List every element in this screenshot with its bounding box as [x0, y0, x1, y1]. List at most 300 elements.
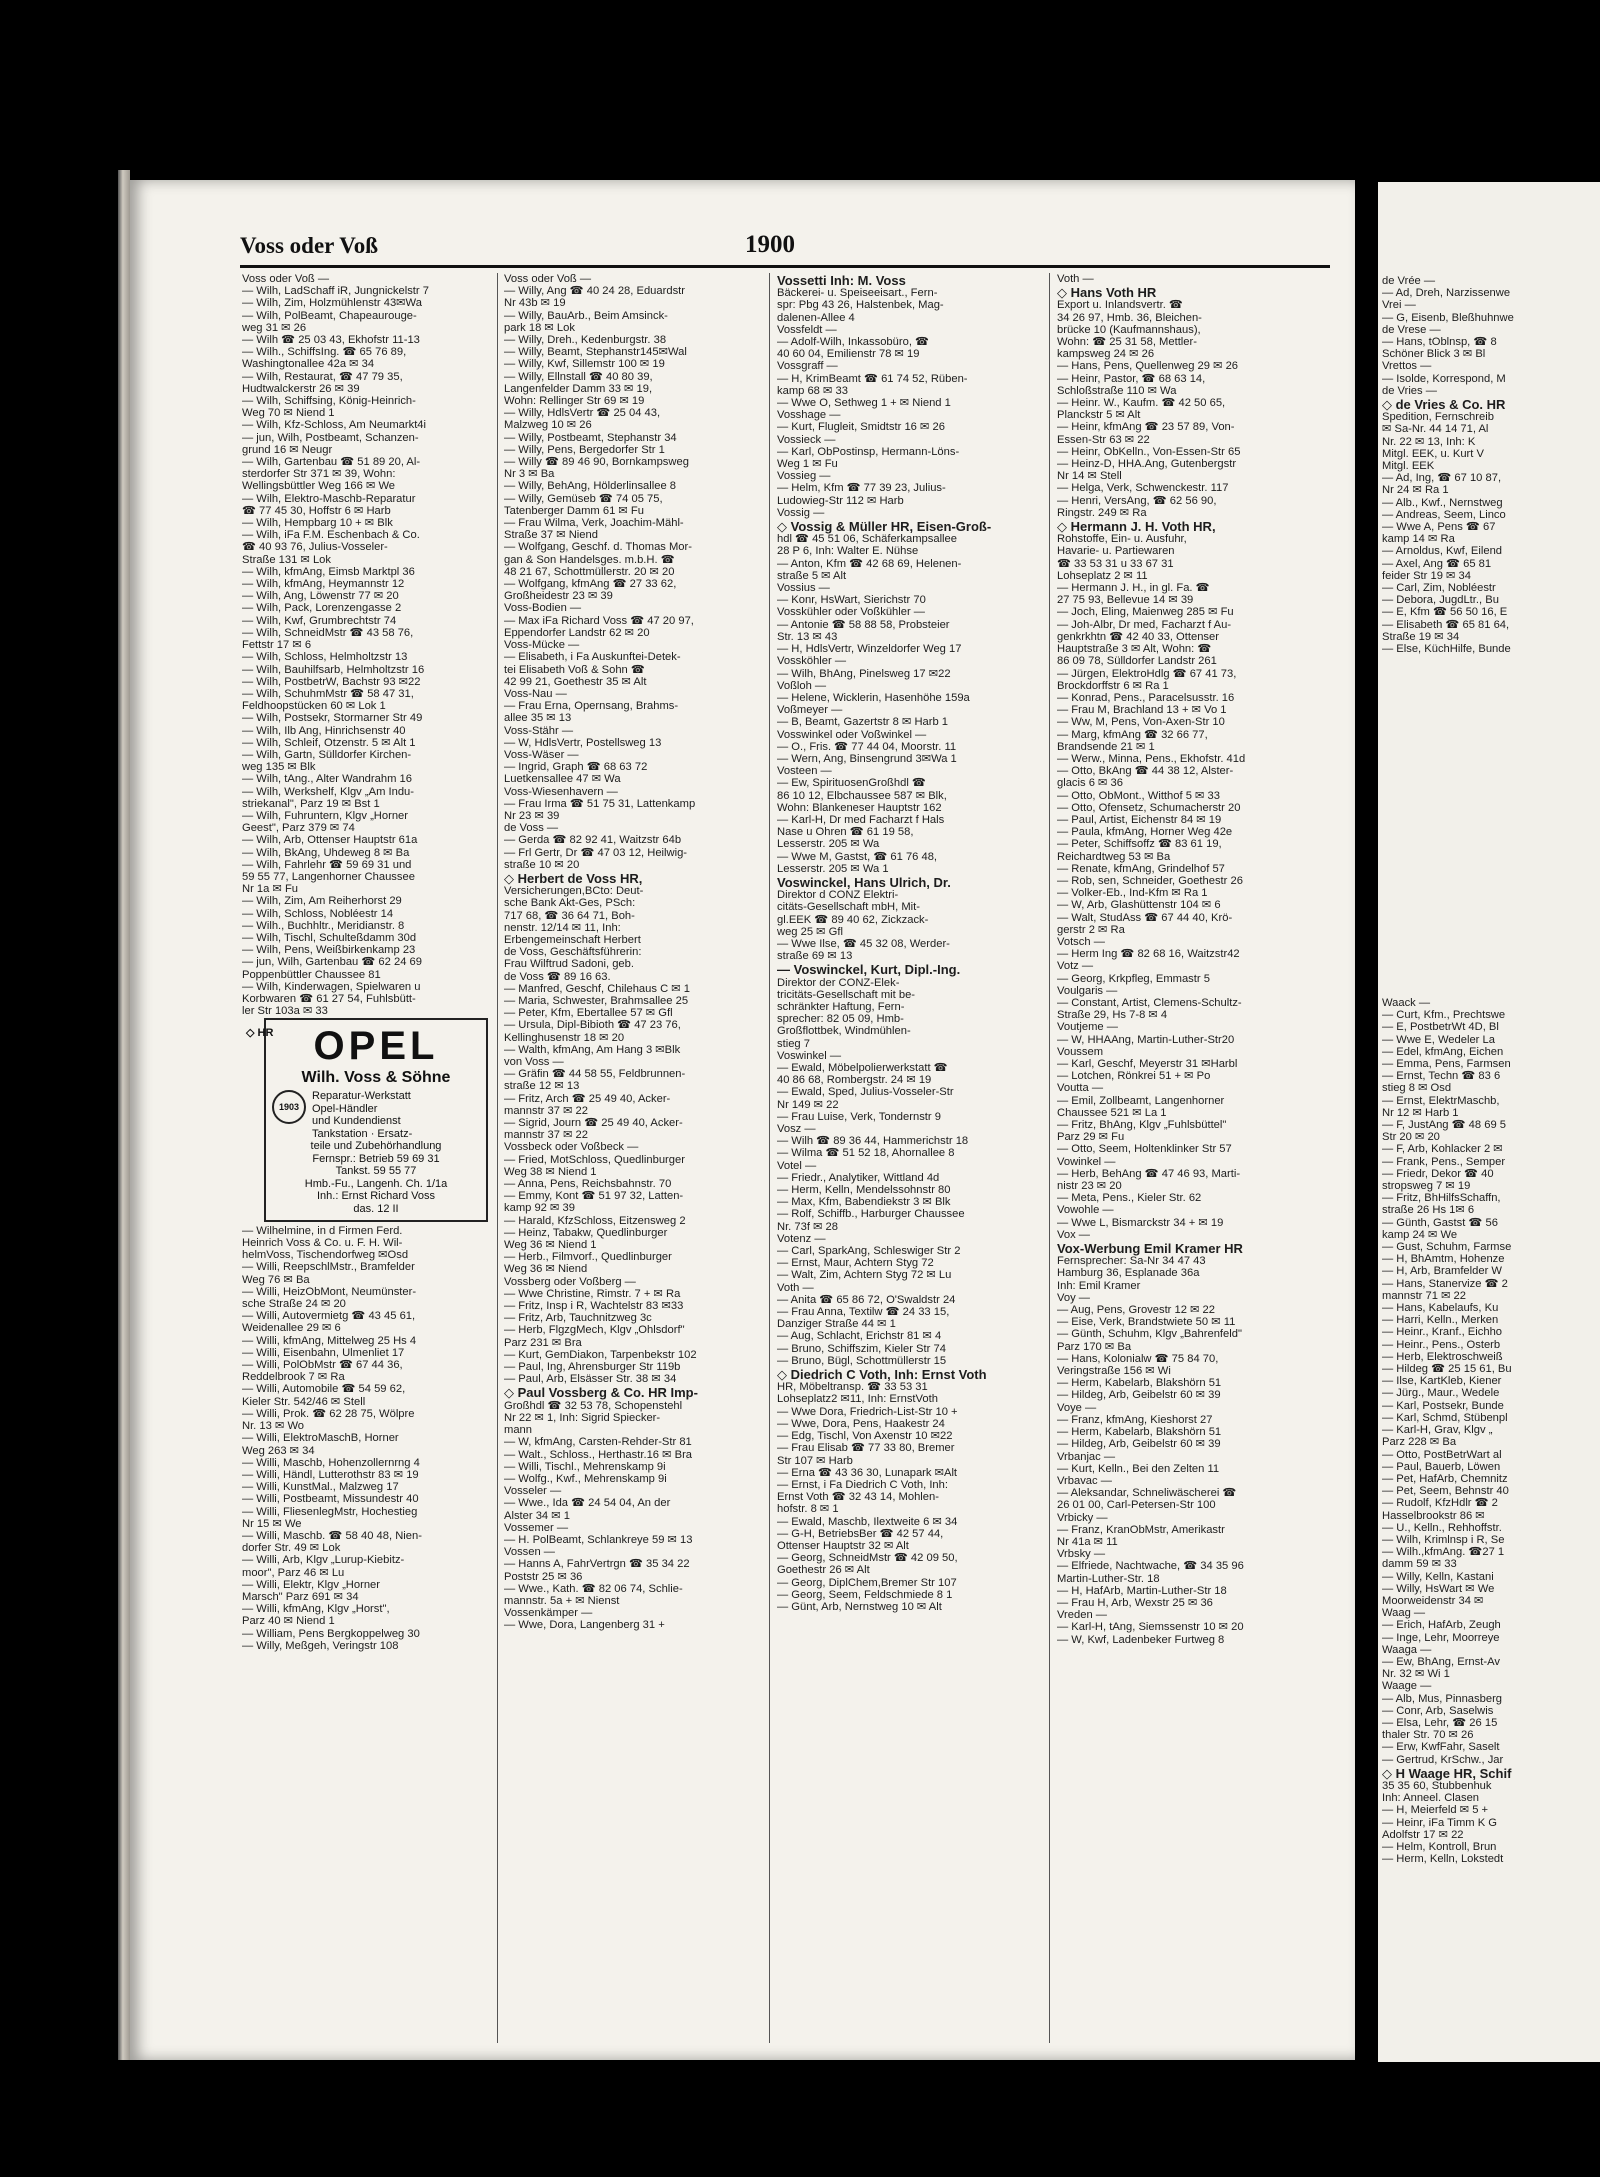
directory-entry: — Willi, PolObMstr ☎ 67 44 36,	[242, 1359, 403, 1372]
directory-entry: thaler Str. 70 ✉ 26	[1382, 1729, 1474, 1742]
directory-entry: tei Elisabeth Voß & Sohn ☎	[504, 663, 645, 676]
directory-entry: — Willy, Ang ☎ 40 24 28, Eduardstr	[504, 285, 685, 298]
directory-entry: Vosseler —	[504, 1485, 562, 1498]
directory-entry: — Andreas, Seem, Linco	[1382, 508, 1506, 521]
directory-entry: — Wilh, Gartenbau ☎ 51 89 20, Al-	[242, 456, 421, 469]
directory-entry: — Carl, Zim, Nobléestr	[1382, 582, 1496, 595]
directory-entry: Havarie- u. Partiewaren	[1057, 545, 1175, 558]
column-divider	[769, 273, 770, 2043]
directory-entry: Nr 22 ✉ 1, Inh: Sigrid Spiecker-	[504, 1411, 661, 1424]
directory-entry: — Wilh, Ilb Ang, Hinrichsenstr 40	[242, 724, 406, 737]
directory-entry: Vrei —	[1382, 299, 1416, 312]
directory-entry: — Herm, Kabelarb, Blakshörn 51	[1057, 1377, 1222, 1390]
directory-entry: — Ad, Ing, ☎ 67 10 87,	[1382, 472, 1502, 485]
directory-entry: — Hildeg, Arb, Geibelstr 60 ✉ 39	[1057, 1389, 1221, 1402]
directory-entry: Voswinckel, Hans Ulrich, Dr.	[777, 874, 951, 890]
directory-entry	[1382, 814, 1600, 826]
directory-entry: Vossieg —	[777, 470, 831, 483]
directory-entry: Ludowieg-Str 112 ✉ Harb	[777, 494, 904, 507]
directory-entry: — Erich, HafArb, Zeugh	[1382, 1619, 1501, 1632]
directory-entry: Vox-Werbung Emil Kramer HR	[1057, 1241, 1243, 1257]
directory-entry: — H, KrimBeamt ☎ 61 74 52, Rüben-	[777, 372, 968, 385]
directory-entry: Vrbsky —	[1057, 1548, 1106, 1561]
directory-entry: — Karl, Postsekr, Bunde	[1382, 1399, 1504, 1412]
directory-entry: Vrbavac —	[1057, 1474, 1112, 1487]
directory-entry: — E, Kfm ☎ 56 50 16, E	[1382, 606, 1508, 619]
directory-entry: helmVoss, Tischendorfweg ✉Osd	[242, 1249, 409, 1262]
column-2	[504, 273, 754, 2043]
directory-entry: — Wilh, LadSchaff iR, Jungnickelstr 7	[242, 285, 429, 298]
directory-entry: — Otto, Seem, Holtenklinker Str 57	[1057, 1143, 1232, 1156]
directory-entry: — Axel, Ang ☎ 65 81	[1382, 557, 1492, 570]
opel-line: das. 12 II	[353, 1202, 399, 1215]
directory-entry: — Fritz, BhAng, Klgv „Fuhlsbüttel"	[1057, 1119, 1227, 1132]
directory-entry: — Inge, Lehr, Moorreye	[1382, 1631, 1500, 1644]
directory-entry: — Bruno, Bügl, Schottmüllerstr 15	[777, 1354, 947, 1367]
directory-entry: Voth —	[1057, 273, 1094, 285]
directory-entry: — Otto, Ofensetz, Schumacherstr 20	[1057, 801, 1241, 814]
directory-entry: — Franz, kfmAng, Kieshorst 27	[1057, 1413, 1213, 1426]
directory-entry: 26 01 00, Carl-Petersen-Str 100	[1057, 1499, 1216, 1512]
directory-entry: — Wilh, Schleif, Otzenstr. 5 ✉ Alt 1	[242, 736, 416, 749]
directory-entry: — Wolfg., Kwf., Mehrenskamp 9i	[504, 1472, 667, 1485]
column-4	[1057, 273, 1327, 2043]
directory-entry: — Hans, Stanervize ☎ 2	[1382, 1277, 1508, 1290]
directory-entry: Adolfstr 17 ✉ 22	[1382, 1828, 1464, 1841]
directory-entry: Nr. 22 ✉ 13, Inh: K	[1382, 435, 1476, 448]
directory-entry: weg 25 ✉ Gfl	[777, 925, 843, 938]
directory-entry: stropsweg 7 ✉ 19	[1382, 1180, 1471, 1193]
directory-entry: Waaga —	[1382, 1643, 1432, 1656]
directory-entry: — Fritz, Insp i R, Wachtelstr 83 ✉33	[504, 1300, 684, 1313]
directory-entry: — Aleksandar, Schneliwäscherei ☎	[1057, 1487, 1237, 1500]
directory-entry: — Jürg., Maur., Wedele	[1382, 1387, 1500, 1400]
directory-entry	[1382, 875, 1600, 887]
directory-entry: Danziger Straße 44 ✉ 1	[777, 1318, 896, 1331]
directory-entry: — Karl-H, tAng, Siemssenstr 10 ✉ 20	[1057, 1621, 1244, 1634]
directory-page-left	[130, 180, 1355, 2060]
directory-entry: Vossfeldt —	[777, 323, 837, 336]
directory-entry: — Fried, MotSchloss, Quedlinburger	[504, 1153, 685, 1166]
directory-entry: — Ewald, Möbelpolierwerkstatt ☎	[777, 1062, 948, 1074]
directory-entry: — Willy ☎ 89 46 90, Bornkampsweg	[504, 456, 689, 469]
directory-entry: Vossbeck oder Voßbeck —	[504, 1141, 639, 1154]
directory-entry: Reichardtweg 53 ✉ Ba	[1057, 850, 1171, 863]
directory-entry: — Wwe Christine, Rimstr. 7 + ✉ Ra	[504, 1287, 681, 1300]
directory-entry: Nr 43b ✉ 19	[504, 297, 566, 310]
directory-entry: — F, Arb, Kohlacker 2 ✉	[1382, 1143, 1503, 1156]
directory-entry	[1382, 838, 1600, 850]
directory-entry: — Wwe A, Pens ☎ 67	[1382, 521, 1496, 534]
directory-entry: Kieler Str. 542/46 ✉ Stell	[242, 1395, 366, 1408]
directory-entry: Weg 36 ✉ Niend 1	[504, 1239, 597, 1252]
directory-entry: — Wwe L, Bismarckstr 34 + ✉ 19	[1057, 1216, 1224, 1229]
directory-entry: — Paul, Arb, Elsässer Str. 38 ✉ 34	[504, 1373, 677, 1386]
directory-entry: Vossetti Inh: M. Voss	[777, 273, 906, 288]
directory-entry: ◇ Hermann J. H. Voth HR,	[1057, 519, 1216, 535]
directory-entry: gl.EEK ☎ 89 40 62, Zickzack-	[777, 913, 929, 926]
directory-entry: Ernst Voth ☎ 32 43 14, Mohlen-	[777, 1491, 939, 1504]
directory-entry: mannstr 71 ✉ 22	[1382, 1289, 1466, 1302]
directory-entry: 40 60 04, Emilienstr 78 ✉ 19	[777, 348, 920, 361]
opel-line: Hmb.-Fu., Langenh. Ch. 1/1a	[304, 1177, 448, 1190]
directory-entry: Nr 149 ✉ 22	[777, 1098, 839, 1111]
directory-entry: — Herb, Elektroschweiß	[1382, 1350, 1503, 1363]
directory-entry: — Heinz, Tabakw, Quedlinburger	[504, 1226, 668, 1239]
directory-entry: Str. 13 ✉ 43	[777, 630, 838, 643]
directory-entry: Tatenberger Damm 61 ✉ Fu	[504, 504, 644, 517]
directory-entry: — Heinr., Kranf., Eichho	[1382, 1326, 1503, 1339]
directory-entry: — Bruno, Schiffszim, Kieler Str 74	[777, 1342, 946, 1355]
opel-desc-line: und Kundendienst	[312, 1115, 401, 1127]
directory-entry: Vowinkel —	[1057, 1155, 1116, 1168]
directory-entry: — Fritz, Arch ☎ 25 49 40, Acker-	[504, 1092, 671, 1105]
directory-entry: — Willi, Eisenbahn, Ulmenliet 17	[242, 1346, 405, 1359]
directory-entry: — Marg, kfmAng ☎ 32 66 77,	[1057, 728, 1208, 741]
directory-entry	[1382, 765, 1600, 777]
directory-entry: Hauptstraße 3 ✉ Alt, Wohn: ☎	[1057, 643, 1212, 656]
directory-entry: — Karl, Schmd, Stübenpl	[1382, 1411, 1508, 1424]
directory-entry: spr: Pbg 43 26, Halstenbek, Mag-	[777, 299, 944, 312]
directory-entry: — Willy, Pens, Bergedorfer Str 1	[504, 443, 665, 456]
directory-entry: — Ilse, KartKleb, Kiener	[1382, 1375, 1502, 1388]
directory-entry: — Elsa, Lehr, ☎ 26 15	[1382, 1716, 1498, 1729]
opel-seal-row	[266, 1087, 486, 1140]
directory-entry: — Willi, FliesenlegMstr, Hochestieg	[242, 1505, 418, 1518]
directory-entry: 42 99 21, Goethestr 35 ✉ Alt	[504, 675, 647, 688]
directory-entry: sche Straße 24 ✉ 20	[242, 1298, 346, 1311]
directory-entry: Vossius —	[777, 582, 830, 595]
directory-entry: von Voss —	[504, 1056, 564, 1068]
column-divider	[497, 273, 498, 2043]
directory-entry: — E, PostbetrWt 4D, Bl	[1382, 1021, 1499, 1034]
directory-entry: kamp 24 ✉ We	[1382, 1228, 1458, 1241]
directory-entry: — Aug, Pens, Grovestr 12 ✉ 22	[1057, 1304, 1215, 1317]
directory-entry: — Frau Erna, Opernsang, Brahms-	[504, 700, 679, 713]
directory-entry: Mitgl. EEK	[1382, 460, 1435, 473]
directory-entry: — Erna ☎ 43 36 30, Lunapark ✉Alt	[777, 1466, 958, 1479]
directory-entry: Kellinghusenstr 18 ✉ 20	[504, 1031, 625, 1044]
directory-entry: Wellingsbüttler Weg 166 ✉ We	[242, 480, 396, 493]
directory-entry: — Wilh., SchiffsIng. ☎ 65 76 89,	[242, 346, 407, 359]
directory-entry: — Helm, Kontroll, Brun	[1382, 1841, 1497, 1853]
directory-entry: — Wilh ☎ 89 36 44, Hammerichstr 18	[777, 1135, 969, 1148]
directory-entry: — Wwe Ilse, ☎ 45 32 08, Werder-	[777, 937, 950, 950]
directory-entry: — Wilh., Buchhltr., Meridianstr. 8	[242, 919, 405, 932]
directory-entry: — Frau Luise, Verk, Tondernstr 9	[777, 1110, 941, 1123]
directory-entry: — Else, KüchHilfe, Bunde	[1382, 643, 1511, 656]
directory-entry: — Meta, Pens., Kieler Str. 62	[1057, 1192, 1202, 1205]
directory-entry: — Wilh, Pack, Lorenzengasse 2	[242, 602, 402, 615]
page-number: 1900	[745, 231, 795, 258]
directory-entry: Straße 19 ✉ 34	[1382, 630, 1460, 643]
directory-entry: — Gust, Schuhm, Farmse	[1382, 1241, 1512, 1254]
directory-entry: — Wilh, PostbetrW, Bachstr 93 ✉22	[242, 675, 421, 688]
directory-entry: Vosshage —	[777, 409, 841, 422]
directory-entry: — Ewald, Sped, Julius-Vosseler-Str	[777, 1086, 954, 1099]
directory-entry: Nase u Ohren ☎ 61 19 58,	[777, 826, 914, 839]
book-spine-edge	[118, 170, 130, 2060]
directory-entry: Vosskühler oder Voßkühler —	[777, 606, 925, 619]
directory-entry: park 18 ✉ Lok	[504, 321, 575, 334]
opel-brand: OPEL	[313, 1024, 439, 1068]
directory-entry: Malzweg 10 ✉ 26	[504, 419, 592, 432]
directory-entry: ☎ 40 93 76, Julius-Vosseler-	[242, 541, 388, 554]
directory-entry: nenstr. 12/14 ✉ 11, Inh:	[504, 921, 621, 934]
directory-entry: — Willy, Dreh., Kedenburgstr. 38	[504, 334, 667, 347]
directory-entry	[1382, 790, 1600, 802]
directory-entry: Erbengemeinschaft Herbert	[504, 933, 641, 946]
directory-entry: — Willi, KunstMal., Malzweg 17	[242, 1481, 399, 1494]
directory-entry: — Günth, Schuhm, Klgv „Bahrenfeld"	[1057, 1328, 1242, 1341]
directory-entry: — Wilh, Postsekr, Stormarner Str 49	[242, 712, 423, 725]
opel-line: teile und Zubehörhandlung	[310, 1140, 442, 1152]
directory-entry: — Franz, KranObMstr, Amerikastr	[1057, 1523, 1225, 1536]
directory-entry: straße 26 Hs 1✉ 6	[1382, 1204, 1475, 1217]
directory-entry: — Heinr, ObKelln., Von-Essen-Str 65	[1057, 445, 1241, 458]
directory-entry: Export u. Inlandsvertr. ☎	[1057, 299, 1183, 312]
directory-entry: dorfer Str. 49 ✉ Lok	[242, 1542, 341, 1555]
directory-entry: Lohseplatz 2 ✉ 11	[1057, 569, 1148, 582]
directory-entry: — Friedr, Dekor ☎ 40	[1382, 1167, 1494, 1180]
directory-entry: — Joh-Albr, Dr med, Facharzt f Au-	[1057, 618, 1232, 631]
directory-entry: 48 21 67, Schottmüllerstr. 20 ✉ 20	[504, 565, 675, 578]
directory-entry: — Paul, Artist, Eichenstr 84 ✉ 19	[1057, 813, 1222, 826]
directory-entry: — Willy, HdlsVertr ☎ 25 04 43,	[504, 407, 661, 420]
column-3	[777, 273, 1027, 2043]
directory-entry: — Heinr, kfmAng ☎ 23 57 89, Von-	[1057, 421, 1235, 434]
directory-entry: sprecher: 82 05 09, Hmb-	[777, 1013, 904, 1026]
right-columns	[1382, 275, 1600, 2045]
directory-entry: Votenz —	[777, 1232, 826, 1245]
directory-entry: — W, Arb, Glashüttenstr 104 ✉ 6	[1057, 899, 1221, 912]
directory-entry: brücke 10 (Kaufmannshaus),	[1057, 323, 1201, 336]
directory-entry: — Emma, Pens, Farmsen	[1382, 1058, 1511, 1070]
directory-entry: — Wilh, Schloss, Helmholtzstr 13	[242, 651, 408, 664]
directory-entry: — Sigrid, Journ ☎ 25 49 40, Acker-	[504, 1117, 683, 1130]
directory-entry: — Wilh, Gartn, Sülldorfer Kirchen-	[242, 748, 412, 761]
directory-entry: — Max, Kfm, Babendiekstr 3 ✉ Blk	[777, 1196, 951, 1209]
right-column	[1382, 275, 1600, 2045]
directory-entry: 34 26 97, Hmb. 36, Bleichen-	[1057, 311, 1202, 324]
directory-entry: — H, BhAmtm, Hohenze	[1382, 1253, 1505, 1266]
directory-entry: Weg 1 ✉ Fu	[777, 458, 838, 471]
directory-entry: — Ernst, Techn ☎ 83 6	[1382, 1070, 1501, 1083]
directory-entry: dalenen-Allee 4	[777, 311, 855, 324]
directory-entry: — Herm, Kelln, Mendelssohnstr 80	[777, 1184, 951, 1197]
directory-entry: — H, HdlsVertr, Winzeldorfer Weg 17	[777, 643, 962, 656]
directory-entry: straße 69 ✉ 13	[777, 950, 853, 963]
directory-entry: — Ww, M, Pens, Von-Axen-Str 10	[1057, 716, 1225, 729]
directory-entry: de Vrée —	[1382, 275, 1436, 287]
directory-entry: Brandsende 21 ✉ 1	[1057, 740, 1155, 753]
directory-entry: ☎ 77 45 30, Hoffstr 6 ✉ Harb	[242, 504, 391, 517]
directory-entry: — Georg, Krkpfleg, Emmastr 5	[1057, 972, 1210, 985]
directory-entry: — Willi, Händl, Lutterothstr 83 ✉ 19	[242, 1468, 419, 1481]
directory-entry: 28 P 6, Inh: Walter E. Nühse	[777, 545, 919, 558]
directory-entry: — Isolde, Korrespond, M	[1382, 372, 1506, 385]
directory-entry: — Wolfgang, Geschf. d. Thomas Mor-	[504, 541, 692, 554]
directory-entry: — Conr, Arb, Saselwis	[1382, 1704, 1494, 1717]
directory-entry: — Curt, Kfm., Prechtswe	[1382, 1009, 1506, 1022]
directory-entry: Hudtwalckerstr 26 ✉ 39	[242, 382, 360, 395]
directory-entry: — Walt, Zim, Achtern Styg 72 ✉ Lu	[777, 1269, 952, 1282]
directory-entry: — Walt, StudAss ☎ 67 44 40, Krö-	[1057, 911, 1233, 924]
directory-entry: — Walth, kfmAng, Am Hang 3 ✉Blk	[504, 1043, 681, 1056]
directory-entry: Parz 29 ✉ Fu	[1057, 1131, 1125, 1144]
directory-entry: Vrbicky —	[1057, 1511, 1108, 1524]
directory-entry: — Eise, Verk, Brandstwiete 50 ✉ 11	[1057, 1316, 1236, 1329]
directory-entry: — Wilh, Bauhilfsarb, Helmholtzstr 16	[242, 663, 425, 676]
directory-entry: mannstr 37 ✉ 22	[504, 1129, 588, 1142]
directory-entry: — Wilh.,kfmAng. ☎27 1	[1382, 1546, 1505, 1559]
directory-entry: Vrbanjac —	[1057, 1450, 1116, 1463]
directory-entry: — Constant, Artist, Clemens-Schultz-	[1057, 996, 1242, 1009]
directory-entry: — Friedr., Analytiker, Wittland 4d	[777, 1171, 940, 1184]
directory-entry: Weg 36 ✉ Niend	[504, 1263, 588, 1276]
directory-entry: — Konr, HsWart, Sierichstr 70	[777, 594, 926, 607]
directory-entry: Voss-Nau —	[504, 687, 567, 700]
directory-entry: Feldhoopstücken 60 ✉ Lok 1	[242, 700, 386, 713]
directory-entry: Votel —	[777, 1159, 817, 1172]
directory-entry: — Otto, BkAng ☎ 44 38 12, Alster-	[1057, 765, 1234, 778]
directory-entry: — Renate, kfmAng, Grindelhof 57	[1057, 862, 1225, 875]
directory-entry: — Wilh, Werkshelf, Klgv „Am Indu-	[242, 785, 414, 798]
directory-entry: kamp 14 ✉ Ra	[1382, 533, 1455, 546]
directory-entry: — Antonie ☎ 58 88 58, Probsteier	[777, 618, 950, 631]
directory-entry: 86 10 12, Elbchaussee 587 ✉ Blk,	[777, 789, 947, 802]
directory-entry: — W, kfmAng, Carsten-Rehder-Str 81	[504, 1436, 692, 1449]
directory-entry: Parz 40 ✉ Niend 1	[242, 1615, 335, 1628]
directory-entry: de Voss —	[504, 822, 559, 835]
directory-entry: Essen-Str 63 ✉ 22	[1057, 433, 1150, 446]
directory-entry: straße 12 ✉ 13	[504, 1080, 580, 1093]
directory-entry: — H, HafArb, Martin-Luther-Str 18	[1057, 1584, 1227, 1597]
directory-entry: — Frau H, Arb, Wexstr 25 ✉ 36	[1057, 1596, 1213, 1609]
directory-entry: — Wilh, Kfz-Schloss, Am Neumarkt4i	[242, 419, 427, 432]
directory-entry: citäts-Gesellschaft mbH, Mit-	[777, 901, 920, 914]
directory-entry: Inh: Anneel. Clasen	[1382, 1792, 1480, 1805]
directory-entry: Geest", Parz 379 ✉ 74	[242, 822, 355, 835]
directory-entry: Vossberg oder Voßberg —	[504, 1275, 636, 1288]
directory-entry: — Wilh, PolBeamt, Chapeaurouge-	[242, 309, 417, 322]
directory-entry: — Maria, Schwester, Brahmsallee 25	[504, 994, 689, 1007]
directory-entry: — Wwe, Dora, Langenberg 31 +	[504, 1619, 665, 1632]
directory-entry: — Wilma ☎ 51 52 18, Ahornallee 8	[777, 1147, 955, 1160]
opel-desc-line: Opel-Händler	[312, 1102, 378, 1115]
directory-entry: Voss-Wiesenhavern —	[504, 785, 618, 798]
founding-seal-icon: 1903	[272, 1090, 306, 1124]
directory-entry: Hamburg 36, Esplanade 36a	[1057, 1267, 1200, 1280]
directory-entry: Ringstr. 249 ✉ Ra	[1057, 506, 1147, 519]
directory-entry: Washingtonallee 42a ✉ 34	[242, 358, 375, 371]
directory-entry: — O., Fris. ☎ 77 44 04, Moorstr. 11	[777, 740, 957, 753]
directory-entry: — Willi, ElektroMaschB, Horner	[242, 1432, 399, 1445]
directory-entry: de Vries —	[1382, 384, 1437, 397]
directory-entry: — Pet, HafArb, Chemnitz	[1382, 1472, 1508, 1485]
directory-entry: — Pet, Seem, Behnstr 40	[1382, 1485, 1509, 1498]
directory-entry: Spedition, Fernschreib	[1382, 411, 1494, 424]
directory-entry	[1382, 826, 1600, 838]
directory-entry: mann	[504, 1424, 532, 1437]
directory-entry: gerstr 2 ✉ Ra	[1057, 923, 1125, 936]
directory-entry: — Kurt, Kelln., Bei den Zelten 11	[1057, 1462, 1220, 1475]
directory-entry: — Hans, Pens, Quellenweg 29 ✉ 26	[1057, 360, 1239, 373]
columns-container	[242, 273, 1332, 2043]
directory-entry: HR, Möbeltransp. ☎ 33 53 31	[777, 1381, 928, 1394]
directory-entry: Vosteen —	[777, 765, 832, 778]
directory-entry: — Willi, HeizObMont, Neumünster-	[242, 1285, 417, 1298]
directory-entry: — Wilh, Arb, Ottenser Hauptstr 61a	[242, 834, 418, 847]
running-head: Voss oder Voß	[240, 233, 379, 258]
directory-entry: — H, Arb, Bramfelder W	[1382, 1265, 1502, 1278]
directory-entry: 59 55 77, Langenhorner Chaussee	[242, 870, 415, 883]
directory-entry: Vossköhler —	[777, 655, 847, 668]
directory-entry: — Willi, Autovermietg ☎ 43 45 61,	[242, 1310, 416, 1323]
directory-entry: — Karl-H, Dr med Facharzt f Hals	[777, 813, 945, 826]
directory-entry: — Herb, BehAng ☎ 47 46 93, Marti-	[1057, 1167, 1241, 1180]
directory-entry: — Wilh, Zim, Am Reiherhorst 29	[242, 895, 402, 908]
directory-entry: Martin-Luther-Str. 18	[1057, 1572, 1160, 1585]
directory-entry: — Jürgen, ElektroHdlg ☎ 67 41 73,	[1057, 667, 1237, 680]
directory-entry	[1382, 985, 1600, 997]
directory-entry: — Gräfin ☎ 44 58 55, Feldbrunnen-	[504, 1068, 686, 1081]
directory-entry: Straße 29, Hs 7-8 ✉ 4	[1057, 1009, 1168, 1022]
directory-entry: — Wilh, SchuhmMstr ☎ 58 47 31,	[242, 687, 414, 700]
opel-desc-line: Tankstation · Ersatz-	[312, 1127, 413, 1140]
directory-entry: — Ew, SpirituosenGroßhdl ☎	[777, 777, 926, 790]
directory-entry: — Willi, kfmAng, Mittelweg 25 Hs 4	[242, 1334, 417, 1347]
directory-entry: Reddelbrook 7 ✉ Ra	[242, 1371, 345, 1384]
directory-entry: Nr 24 ✉ Ra 1	[1382, 484, 1449, 497]
directory-entry: — Harri, Kelln., Merken	[1382, 1314, 1499, 1327]
directory-entry: Direktor d CONZ Elektri-	[777, 889, 899, 902]
directory-entry: ler Str 103a ✉ 33	[242, 1005, 328, 1018]
directory-entry: — Anna, Pens, Reichsbahnstr. 70	[504, 1178, 672, 1191]
directory-entry: Straße 131 ✉ Lok	[242, 553, 331, 566]
directory-entry: — Hanns A, FahrVertrgn ☎ 35 34 22	[504, 1558, 690, 1571]
directory-entry: kampsweg 24 ✉ 26	[1057, 348, 1155, 361]
directory-entry: Direktor der CONZ-Elek-	[777, 976, 900, 989]
opel-line: Fernspr.: Betrieb 59 69 31	[312, 1152, 440, 1165]
directory-entry: — Frau Irma ☎ 51 75 31, Lattenkamp	[504, 797, 696, 810]
directory-entry	[1382, 753, 1600, 765]
directory-entry	[1382, 704, 1600, 716]
directory-entry: Luetkensallee 47 ✉ Wa	[504, 773, 621, 786]
hr-marker: ◇ HR	[246, 1027, 274, 1039]
directory-entry: Vosz —	[777, 1123, 816, 1136]
directory-entry	[1382, 924, 1600, 936]
directory-entry: Eppendorfer Landstr 62 ✉ 20	[504, 626, 650, 639]
directory-entry: Vossenkämper —	[504, 1607, 593, 1620]
directory-entry: Nr 23 ✉ 39	[504, 809, 560, 822]
directory-entry: Poppenbüttler Chaussee 81	[242, 968, 381, 981]
directory-entry: — Fritz, BhHilfsSchaffn,	[1382, 1192, 1501, 1205]
directory-entry: — Wern, Ang, Binsengrund 3✉Wa 1	[777, 752, 957, 765]
directory-entry: — F, JustAng ☎ 48 69 5	[1382, 1119, 1507, 1132]
directory-entry: Chaussee 521 ✉ La 1	[1057, 1106, 1167, 1119]
directory-entry: — Alb., Kwf., Nernstweg	[1382, 496, 1503, 509]
directory-entry: — Hildeg, Arb, Geibelstr 60 ✉ 39	[1057, 1438, 1221, 1451]
directory-entry: — Helm, Kfm ☎ 77 39 23, Julius-	[777, 482, 946, 495]
directory-entry: weg 31 ✉ 26	[242, 321, 307, 334]
directory-entry: — Edel, kfmAng, Eichen	[1382, 1045, 1504, 1058]
directory-entry: Votz —	[1057, 960, 1094, 973]
directory-entry	[1382, 741, 1600, 753]
directory-entry: — Georg, Seem, Feldschmiede 8 1	[777, 1588, 953, 1601]
directory-entry: — Emmy, Kont ☎ 51 97 32, Latten-	[504, 1190, 684, 1203]
directory-entry	[1382, 680, 1600, 692]
